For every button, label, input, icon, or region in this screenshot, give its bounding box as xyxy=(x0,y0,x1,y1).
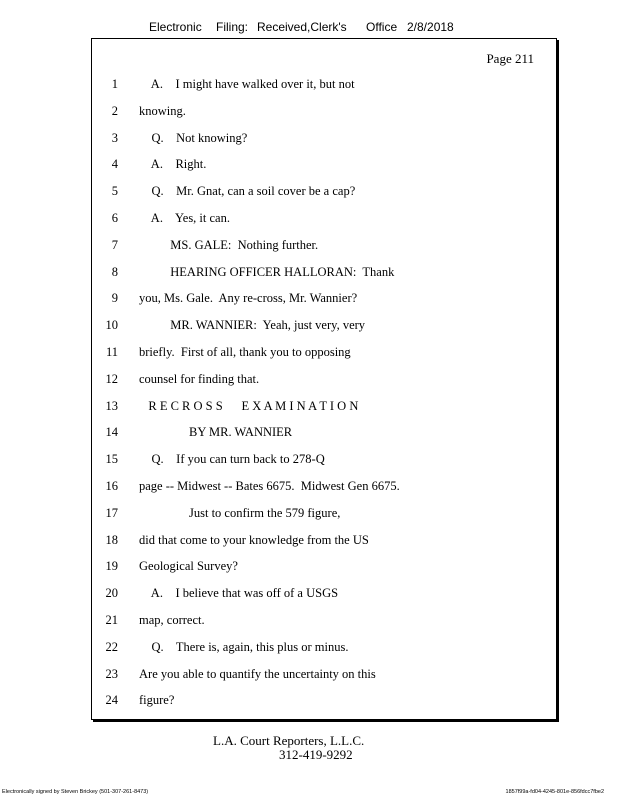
line-number: 23 xyxy=(105,666,118,681)
electronic-signature-note: Electronically signed by Steven Brickey (501-307-261-8473) xyxy=(2,789,149,795)
line-number: 16 xyxy=(105,479,118,493)
transcript-line xyxy=(92,265,556,285)
line-text: R E C R O S S E X A M I N A T I O N xyxy=(139,398,359,413)
transcript-line xyxy=(92,586,556,606)
line-number: 17 xyxy=(105,505,118,520)
filing-stamp-header xyxy=(0,20,618,38)
line-number: 8 xyxy=(111,264,118,279)
line-text: MR. WANNIER: Yeah, just very, very xyxy=(139,318,366,333)
line-number: 5 xyxy=(111,184,118,199)
transcript-line xyxy=(92,211,556,231)
transcript-line xyxy=(92,77,556,97)
line-text: page -- Midwest -- Bates 6675. Midwest Gen 6675. xyxy=(139,479,400,493)
line-text: you, Ms. Gale. Any re-cross, Mr. Wannier? xyxy=(139,291,358,306)
transcript-line xyxy=(92,345,556,365)
line-text: counsel for finding that. xyxy=(139,371,260,386)
line-number: 9 xyxy=(111,291,118,306)
transcript-line xyxy=(92,425,556,445)
line-number: 24 xyxy=(105,693,118,708)
transcript-line xyxy=(92,399,556,419)
transcript-line xyxy=(92,157,556,177)
line-text: HEARING OFFICER HALLORAN: Thank xyxy=(139,264,395,279)
line-number: 11 xyxy=(105,345,118,359)
line-text: briefly. First of all, thank you to opposing xyxy=(139,345,351,359)
line-text: A. I believe that was off of a USGS xyxy=(139,586,339,601)
transcript-line xyxy=(92,131,556,151)
line-text: A. Yes, it can. xyxy=(139,211,230,225)
line-text: Are you able to quantify the uncertainty on this xyxy=(139,666,376,681)
header-word-date: 2/8/2018 xyxy=(407,20,454,34)
transcript-line xyxy=(92,506,556,526)
document-hash: 1857f99a-fd04-4245-801e-856fdcc7fbe2 xyxy=(505,789,604,795)
line-text: Q. There is, again, this plus or minus. xyxy=(139,639,349,654)
line-number: 4 xyxy=(111,157,118,172)
transcript-line xyxy=(92,667,556,687)
line-number: 13 xyxy=(105,398,118,413)
line-number: 14 xyxy=(105,425,118,440)
reporter-phone: 312-419-9292 xyxy=(279,747,353,762)
line-number: 7 xyxy=(111,237,118,252)
line-number: 10 xyxy=(105,318,118,333)
transcript-line xyxy=(92,291,556,311)
transcript-page xyxy=(91,38,557,720)
transcript-line xyxy=(92,693,556,713)
transcript-line xyxy=(92,479,556,499)
line-text: Just to confirm the 579 figure, xyxy=(139,505,341,520)
header-word-filing: Filing: xyxy=(216,20,249,34)
line-number: 2 xyxy=(111,103,118,118)
line-text: did that come to your knowledge from the US xyxy=(139,532,369,547)
line-number: 20 xyxy=(105,586,118,601)
transcript-line xyxy=(92,238,556,258)
line-text: BY MR. WANNIER xyxy=(139,425,293,440)
line-number: 21 xyxy=(105,613,118,627)
header-word-office: Office xyxy=(366,20,398,34)
transcript-line xyxy=(92,104,556,124)
line-text: Q. Mr. Gnat, can a soil cover be a cap? xyxy=(139,184,356,199)
transcript-line xyxy=(92,318,556,338)
line-number: 6 xyxy=(111,211,118,225)
line-text: A. Right. xyxy=(139,157,207,172)
transcript-line xyxy=(92,533,556,553)
reporter-company: L.A. Court Reporters, L.L.C. xyxy=(213,733,365,748)
transcript-line xyxy=(92,184,556,204)
signature-strip xyxy=(0,789,618,799)
header-word-received: Received,Clerk's xyxy=(257,20,347,34)
line-number: 18 xyxy=(105,532,118,547)
line-text: Geological Survey? xyxy=(139,559,238,574)
header-word-electronic: Electronic xyxy=(149,20,202,34)
line-text: map, correct. xyxy=(139,613,205,627)
line-text: figure? xyxy=(139,693,175,708)
line-text: knowing. xyxy=(139,103,186,118)
line-text: MS. GALE: Nothing further. xyxy=(139,237,319,252)
transcript-line xyxy=(92,452,556,472)
page-number: Page 211 xyxy=(486,51,534,66)
line-number: 19 xyxy=(105,559,118,574)
line-number: 22 xyxy=(105,639,118,654)
line-number: 1 xyxy=(111,77,118,91)
line-text: Q. Not knowing? xyxy=(139,130,248,145)
transcript-line xyxy=(92,559,556,579)
line-text: A. I might have walked over it, but not xyxy=(139,77,355,91)
transcript-line xyxy=(92,613,556,633)
line-text: Q. If you can turn back to 278-Q xyxy=(139,452,325,467)
line-number: 3 xyxy=(111,130,118,145)
transcript-line xyxy=(92,640,556,660)
line-number: 12 xyxy=(105,371,118,386)
transcript-line xyxy=(92,372,556,392)
line-number: 15 xyxy=(105,452,118,467)
